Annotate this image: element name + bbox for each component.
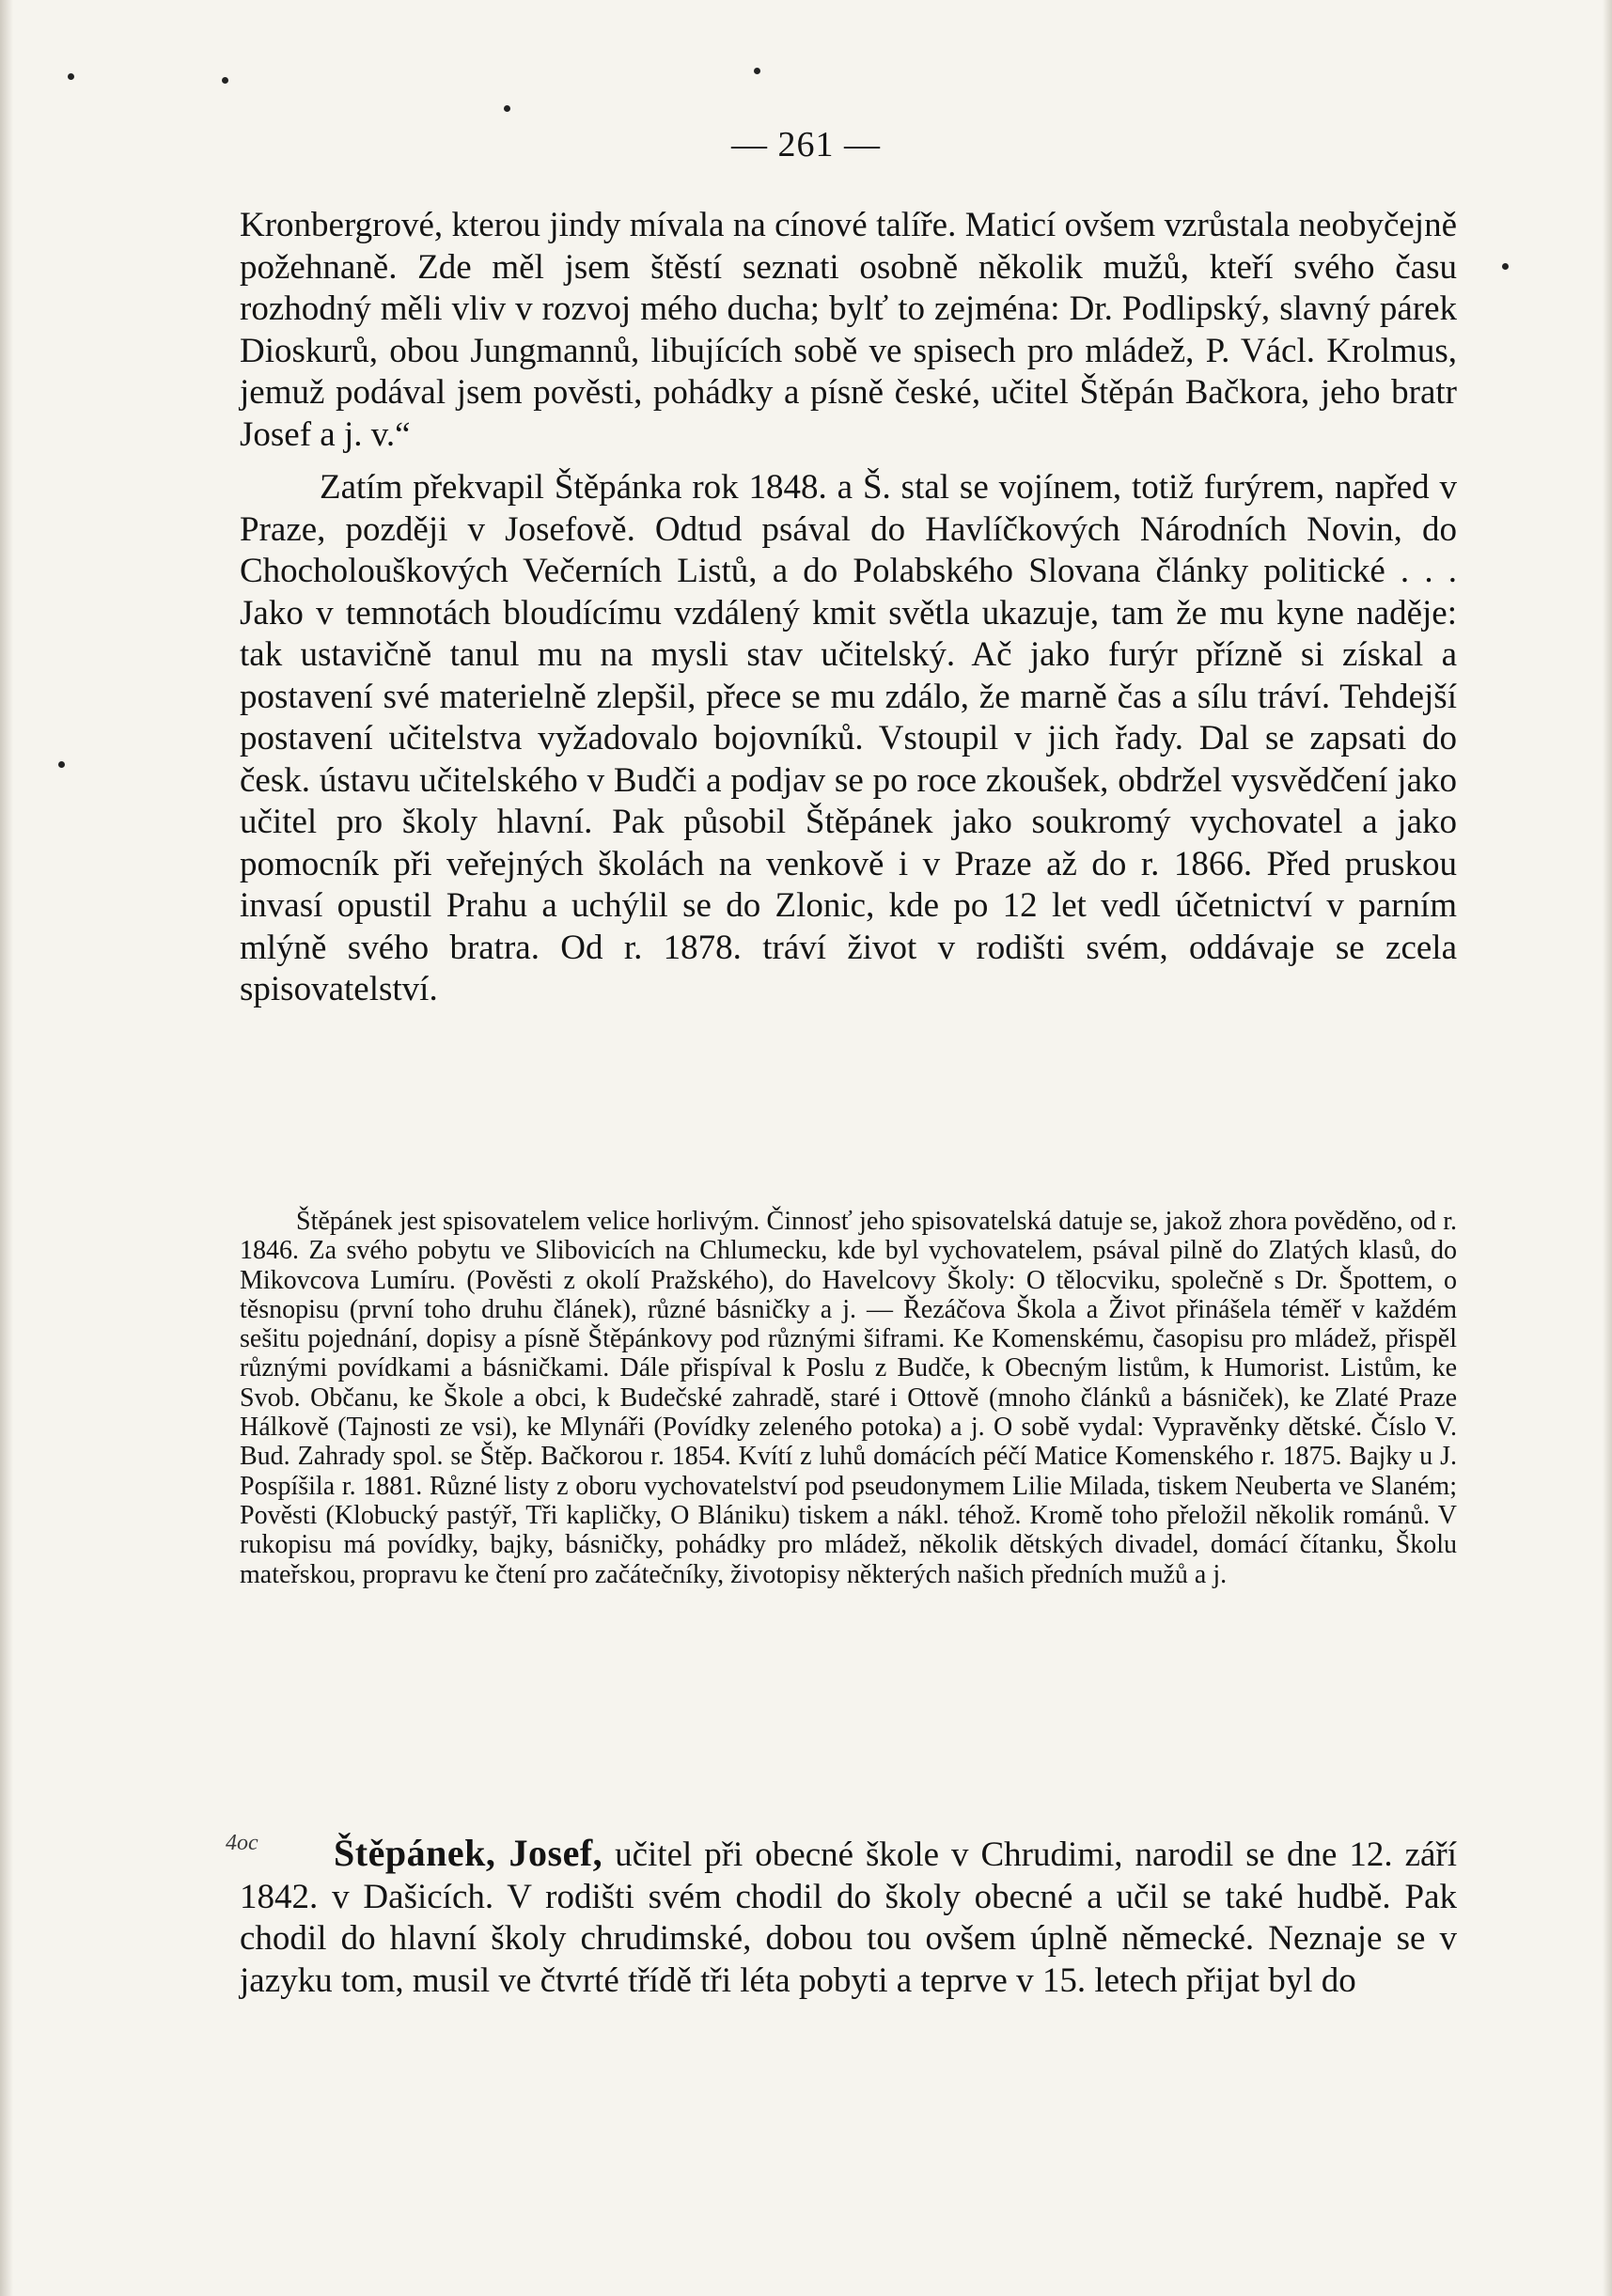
entry-paragraph [240,1833,1457,2002]
scan-speck [58,761,65,768]
paragraph-continued: Kronbergrové, kterou jindy mívala na cínové talíře. Maticí ovšem vzrůstala neobyčejně požehnaně. Zde měl jsem štěstí seznati osobně několik mužů, kteří svého času rozhodný měli vliv v rozvoj mého ducha; bylť to zejména: Dr. Podlipský, slavný párek Dioskurů, obou Jungmannů, libujících sobě ve spisech pro mládež, P. Václ. Krolmus, jemuž podával jsem pověsti, pohádky a písně české, učitel Štěpán Bačkora, jeho bratr Josef a j. v.“ [240,206,1457,454]
entry-text: učitel při obecné škole v Chrudimi, narodil se dne 12. září 1842. v Dašicích. V rodišti svém chodil do školy obecné a učil se také hudbě. Pak chodil do hlavní školy chrudimské, dobou tou ovšem úplně německé. Neznaje se v jazyku tom, musil ve čtvrté třídě tři léta pobyti a teprve v 15. letech přijat byl do [240,1835,1458,2000]
page-number: — 261 — [731,125,881,164]
scan-speck [1502,263,1509,270]
new-entry [240,1833,1457,2002]
bibliography-note: Štěpánek jest spisovatelem velice horlivým. Činnosť jeho spisovatelská datuje se, jakož zhora pověděno, od r. 1846. Za svého pobytu ve Slibovicích na Chlumecku, kde byl vychovatelem, psával pilně do Zlatých klasů, do Mikovcova Lumíru. (Pověsti z okolí Pražského), do Havelcovy Školy: O tělocviku, společně s Dr. Špottem, o těsnopisu (první toho druhu článek), různé básničky a j. — Řezáčova Škola a Život přinášela téměř v každém sešitu pojednání, dopisy a písně Štěpánkovy pod různými šiframi. Ke Komenskému, časopisu pro mládež, přispěl různými povídkami a básničkami. Dále přispíval k Poslu z Budče, k Obecným listům, k Humorist. Listům, ke Svob. Občanu, ke Škole a obci, k Budečské zahradě, staré i Ottově (mnoho článků a básniček), ke Zlaté Praze Hálkově (Tajnosti ze vsi), ke Mlynáři (Povídky zeleného potoka) a j. O sobě vydal: Vypravěnky dětské. Číslo V. Bud. Zahrady spol. se Štěp. Bačkorou r. 1854. Kvítí z luhů domácích péčí Matice Komenského r. 1875. Bajky u J. Pospíšila r. 1881. Různé listy z oboru vychovatelství pod pseudonymem Lilie Milada, tiskem Neuberta ve Slaném; Pověsti (Klobucký pastýř, Tři kapličky, O Blániku) tiskem a nákl. téhož. Kromě toho přeložil několik románů. V rukopisu má povídky, bajky, básničky, pohádky pro mládež, několik dětských divadel, domácí čítanku, Školu mateřskou, propravu ke čtení pro začátečníky, životopisy některých našich předních mužů a j. [240,1207,1457,1589]
scan-speck [504,105,510,112]
main-text [240,205,1457,1011]
scan-speck [754,68,760,74]
scan-speck [68,73,74,80]
paragraph-biography: Zatím překvapil Štěpánka rok 1848. a Š. stal se vojínem, totiž furýrem, napřed v Praze, později v Josefově. Odtud psával do Havlíčkových Národních Novin, do Chocholouškových Večerních Listů, a do Polabského Slovana články politické . . . Jako v temnotách bloudícímu vzdálený kmit světla ukazuje, tam že mu kyne naděje: tak ustavičně tanul mu na mysli stav učitelský. Ač jako furýr přízně si získal a postavení své materielně zlepšil, přece se mu zdálo, že marně čas a sílu tráví. Tehdejší postavení učitelstva vyžadovalo bojovníků. Vstoupil v jich řady. Dal se zapsati do česk. ústavu učitelského v Budči a podjav se po roce zkoušek, obdržel vysvědčení jako učitel pro školy hlavní. Pak působil Štěpánek jako soukromý vychovatel a jako pomocník při veřejných školách na venkově i v Praze až do r. 1866. Před pruskou invasí opustil Prahu a uchýlil se do Zlonic, kde po 12 let vedl účetnictví v parním mlýně svého bratra. Od r. 1878. tráví život v rodišti svém, oddávaje se zcela spisovatelství. [240,468,1457,1008]
entry-name: Štěpánek, Josef, [334,1832,603,1874]
page-edge-right [1603,0,1612,2296]
page-edge-left [0,0,13,2296]
scan-speck [222,77,228,84]
handwritten-margin-mark: 4oc [226,1831,258,1855]
